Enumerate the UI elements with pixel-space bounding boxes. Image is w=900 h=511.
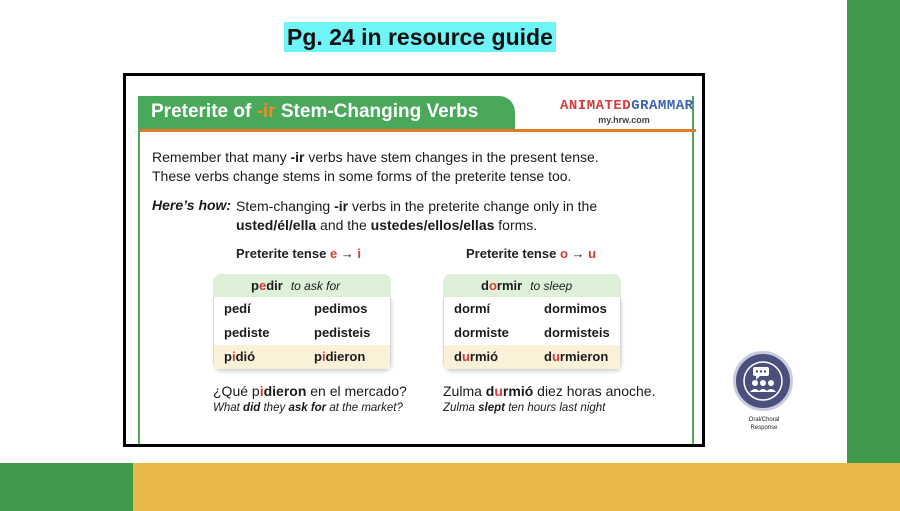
heading-from: e (329, 246, 338, 261)
form-yo: dormí (454, 301, 491, 316)
heading-arrow: → (337, 246, 358, 261)
form-usted: pidió (224, 349, 256, 364)
intro-text: These verbs change stems in some forms of the preterite tense too. (152, 168, 572, 184)
form-nosotros: pedimos (314, 301, 368, 316)
title-part: Preterite of (151, 101, 257, 122)
conjugation-header (443, 274, 621, 297)
how-bold: ustedes/ellos/ellas (370, 217, 495, 233)
title-highlight: -ir (256, 101, 276, 122)
badge-label-line2: Response (750, 425, 778, 431)
how-bold: usted/él/ella (236, 217, 317, 233)
textbook-image-frame (123, 73, 705, 447)
title-part: Stem-Changing Verbs (275, 101, 479, 122)
heres-how-text (236, 197, 676, 235)
table-row (214, 297, 390, 321)
heading-text: Preterite tense (236, 246, 330, 261)
heading-from: o (559, 246, 568, 261)
heres-how-label: Here’s how: (152, 197, 232, 213)
form-vosotros: pedisteis (314, 325, 371, 340)
form-ustedes: pidieron (314, 349, 366, 364)
conjugation-body (443, 297, 621, 370)
section-title (151, 101, 478, 123)
intro-bold: -ir (290, 149, 305, 165)
heading-arrow: → (567, 246, 589, 261)
badge-label (726, 416, 802, 432)
intro-paragraph (152, 148, 672, 186)
conjugation-table-pedir (213, 274, 391, 370)
right-column-heading (466, 246, 596, 261)
form-ustedes: durmieron (544, 349, 609, 364)
how-text: and the (316, 217, 371, 233)
conjugation-header (213, 274, 391, 297)
how-bold: -ir (334, 198, 349, 214)
how-text: verbs in the preterite change only in the (348, 198, 598, 214)
decor-bottom-yellow (133, 463, 900, 511)
example-sentence-left: ¿Qué pidieron en el mercado? (213, 383, 407, 399)
table-row (214, 345, 390, 369)
conjugation-table-dormir (443, 274, 621, 370)
title-underline (140, 129, 696, 132)
table-row (444, 297, 620, 321)
heading-text: Preterite tense (466, 246, 560, 261)
animated-grammar-logo (560, 98, 694, 128)
table-row (444, 321, 620, 345)
form-usted: durmió (454, 349, 499, 364)
section-title-tab (140, 96, 515, 129)
left-column-heading (236, 246, 361, 261)
form-tu: pediste (224, 325, 270, 340)
heading-to: i (357, 246, 362, 261)
logo-url: my.hrw.com (598, 115, 650, 125)
decor-bottom-green (0, 463, 133, 511)
badge-label-line1: Oral/Choral (748, 417, 780, 423)
form-vosotros: dormisteis (544, 325, 610, 340)
table-row (444, 345, 620, 369)
form-nosotros: dormimos (544, 301, 607, 316)
logo-part1: ANIMATED (560, 98, 632, 114)
logo-part2: GRAMMAR (631, 98, 694, 114)
example-translation-right: Zulma slept ten hours last night (443, 402, 606, 414)
table-row (214, 321, 390, 345)
heading-to: u (588, 246, 597, 261)
intro-text: Remember that many (152, 149, 291, 165)
infinitive: dormir (481, 278, 523, 293)
translation: to sleep (530, 279, 573, 293)
example-sentence-right: Zulma durmió diez horas anoche. (443, 383, 656, 399)
oral-choral-response-badge (733, 351, 793, 411)
textbook-panel (138, 96, 694, 447)
decor-right-bar (847, 0, 900, 463)
conjugation-body (213, 297, 391, 370)
example-translation-left: What did they ask for at the market? (213, 402, 403, 414)
how-text: forms. (494, 217, 538, 233)
group-chat-icon (736, 354, 790, 408)
infinitive: pedir (251, 278, 283, 293)
intro-text: verbs have stem changes in the present tense. (304, 149, 599, 165)
translation: to ask for (290, 279, 341, 293)
slide-title: Pg. 24 in resource guide (284, 22, 556, 52)
how-text: Stem-changing (236, 198, 335, 214)
form-yo: pedí (224, 301, 251, 316)
form-tu: dormiste (454, 325, 509, 340)
